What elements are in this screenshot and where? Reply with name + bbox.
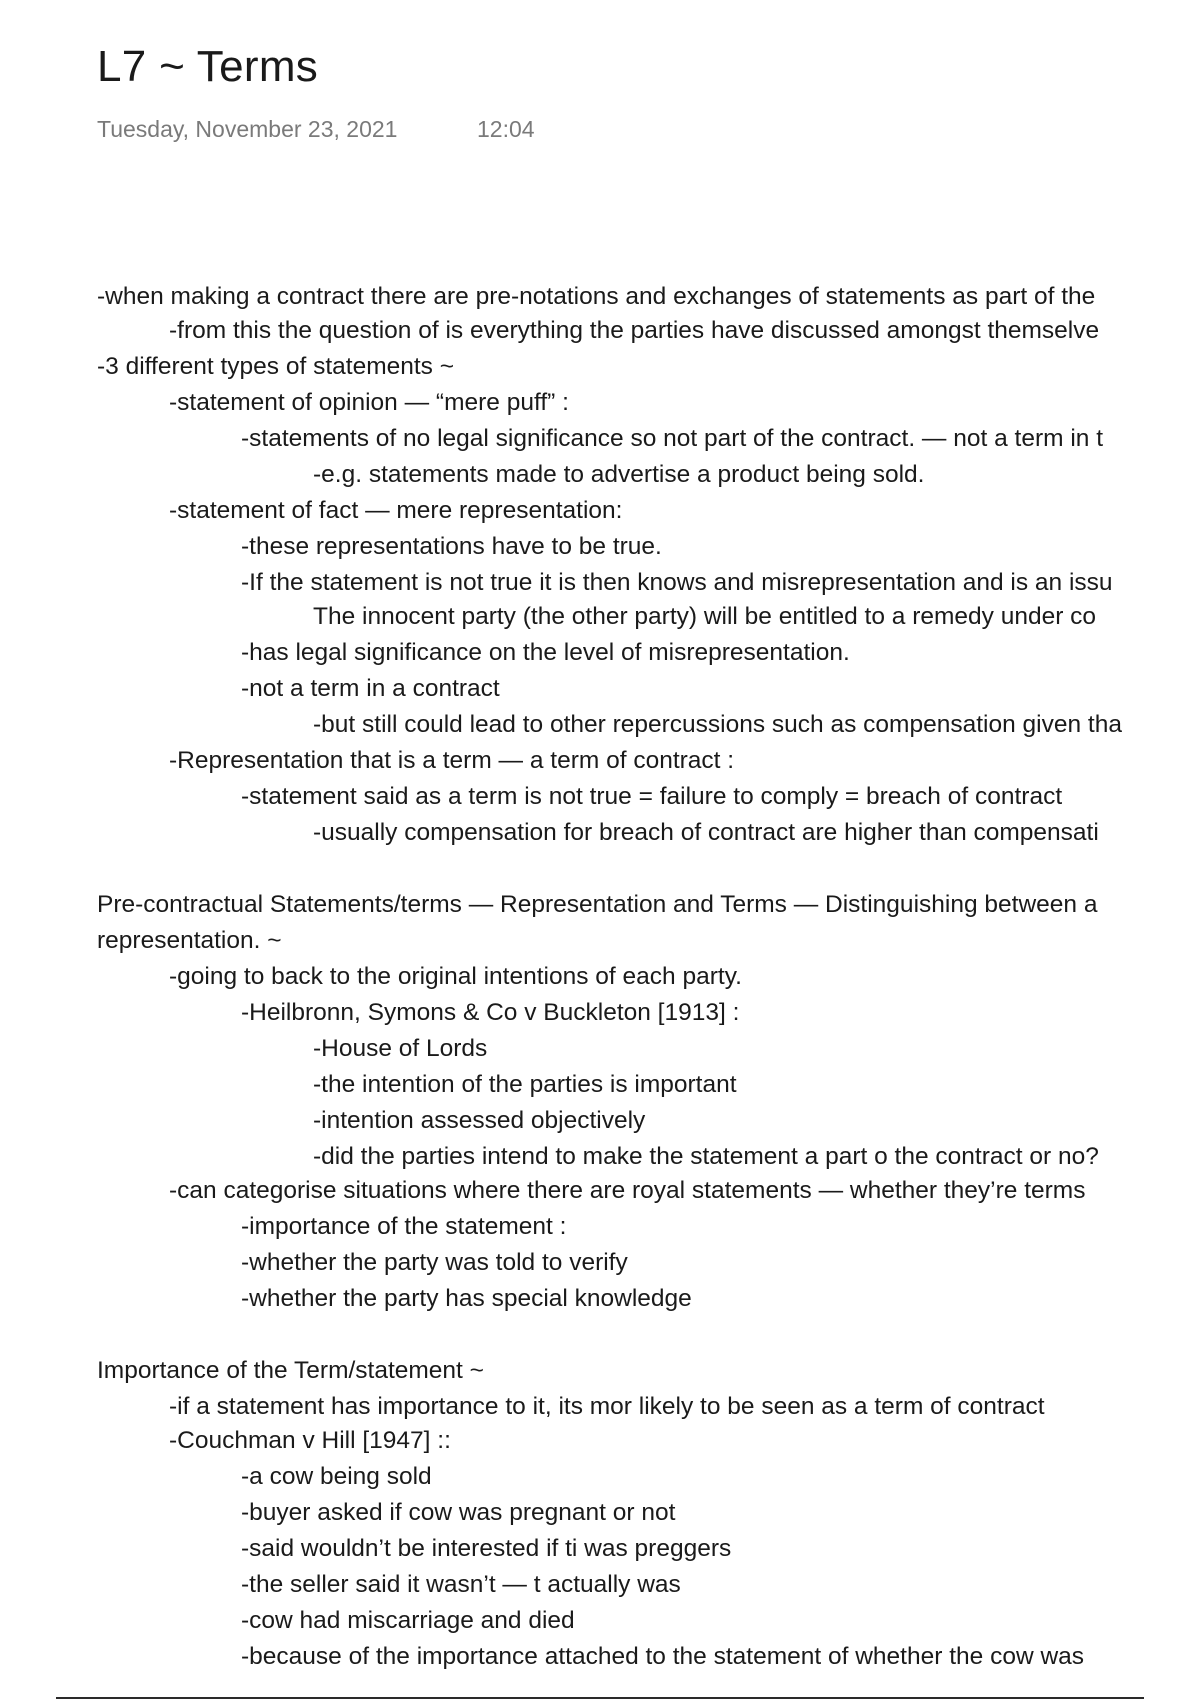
note-line: -statement of opinion — “mere puff” :: [169, 389, 569, 416]
note-line: -importance of the statement :: [241, 1213, 567, 1240]
note-line: -e.g. statements made to advertise a product being sold.: [313, 461, 925, 488]
note-line: -statement said as a term is not true = failure to comply = breach of contract: [241, 783, 1063, 810]
page-bottom-divider: [56, 1697, 1144, 1699]
note-line: -Couchman v Hill [1947] ::: [169, 1427, 451, 1454]
note-line: -when making a contract there are pre-notations and exchanges of statements as part of the: [97, 283, 1096, 310]
note-line: -a cow being sold: [241, 1463, 432, 1490]
note-line: -the intention of the parties is important: [313, 1071, 737, 1098]
note-line: -Representation that is a term — a term of contract :: [169, 747, 735, 774]
page-title: L7 ~ Terms: [97, 42, 319, 91]
note-line: -whether the party has special knowledge: [241, 1285, 692, 1312]
note-line: -3 different types of statements ~: [97, 353, 455, 380]
note-line: -cow had miscarriage and died: [241, 1607, 575, 1634]
note-line: -but still could lead to other repercussions such as compensation given tha: [313, 711, 1122, 738]
note-line: -statements of no legal significance so not part of the contract. — not a term in t: [241, 425, 1104, 452]
note-line: -intention assessed objectively: [313, 1107, 646, 1134]
note-line: -House of Lords: [313, 1035, 488, 1062]
note-line: -If the statement is not true it is then knows and misrepresentation and is an issu: [241, 569, 1113, 596]
note-line: The innocent party (the other party) will be entitled to a remedy under co: [313, 603, 1097, 630]
note-line: -if a statement has importance to it, its mor likely to be seen as a term of contract: [169, 1393, 1045, 1420]
note-line: -has legal significance on the level of misrepresentation.: [241, 639, 850, 666]
note-line: -these representations have to be true.: [241, 533, 662, 560]
note-line: -not a term in a contract: [241, 675, 500, 702]
note-line: -going to back to the original intentions of each party.: [169, 963, 742, 990]
note-line: -from this the question of is everything the parties have discussed amongst themselve: [169, 317, 1100, 344]
page-date: Tuesday, November 23, 2021: [97, 116, 398, 142]
note-line: Pre-contractual Statements/terms — Representation and Terms — Distinguishing between a: [97, 891, 1098, 918]
note-line: -said wouldn’t be interested if ti was preggers: [241, 1535, 732, 1562]
note-line: representation. ~: [97, 927, 282, 954]
note-line: -usually compensation for breach of contract are higher than compensati: [313, 819, 1099, 846]
note-line: -statement of fact — mere representation:: [169, 497, 623, 524]
note-line: -the seller said it wasn’t — t actually was: [241, 1571, 681, 1598]
note-line: -Heilbronn, Symons & Co v Buckleton [1913] :: [241, 999, 740, 1026]
note-line: -whether the party was told to verify: [241, 1249, 628, 1276]
page-time: 12:04: [477, 116, 535, 142]
note-line: -because of the importance attached to the statement of whether the cow was: [241, 1643, 1085, 1670]
note-line: -did the parties intend to make the statement a part o the contract or no?: [313, 1143, 1099, 1170]
note-line: Importance of the Term/statement ~: [97, 1357, 484, 1384]
note-line: -can categorise situations where there are royal statements — whether they’re terms: [169, 1177, 1086, 1204]
note-line: -buyer asked if cow was pregnant or not: [241, 1499, 676, 1526]
